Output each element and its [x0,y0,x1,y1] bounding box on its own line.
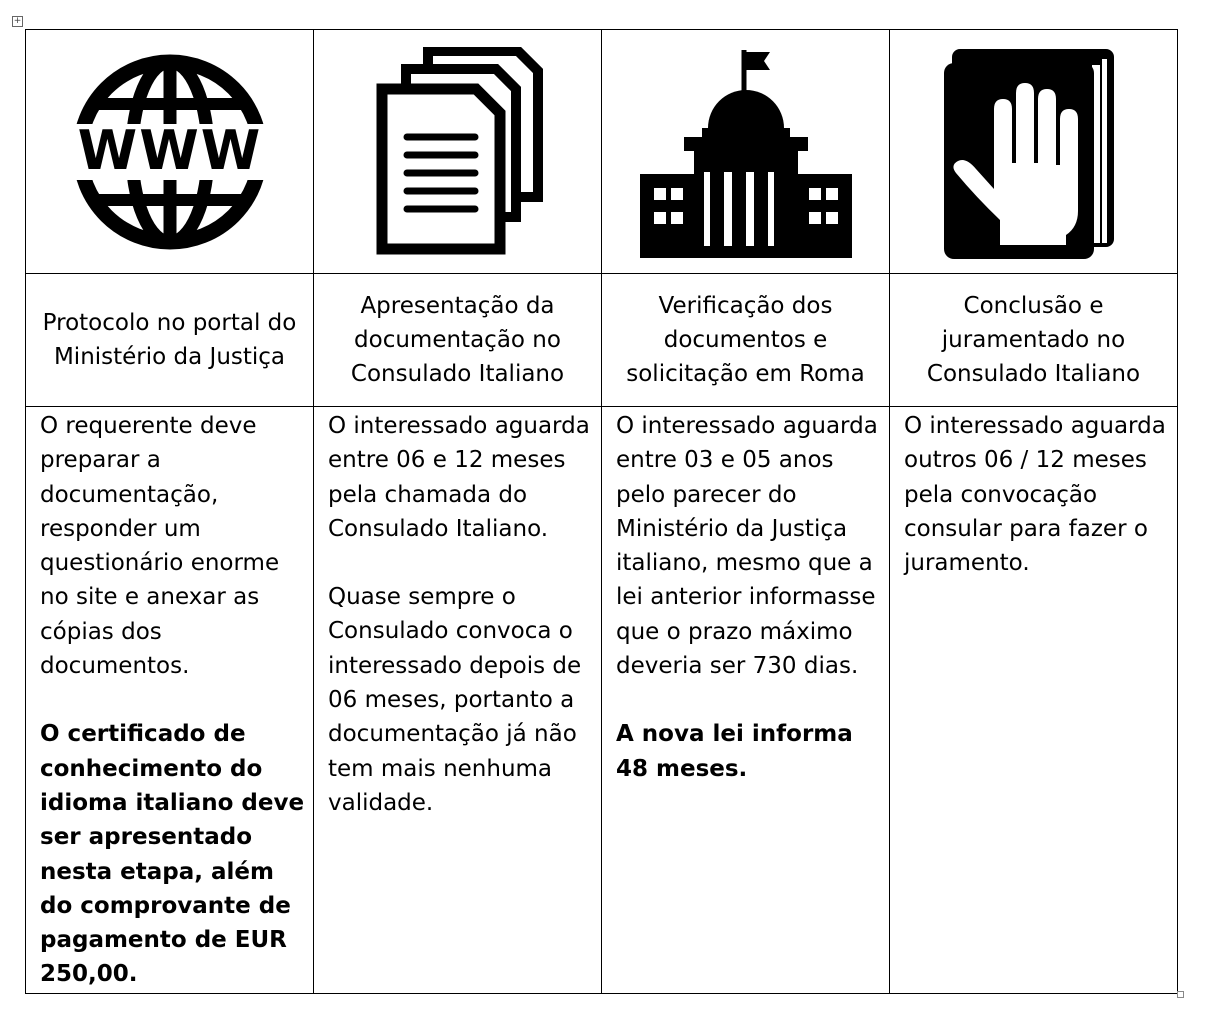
step-1-icon-cell [26,30,314,274]
step-4-text: O interessado aguarda outros 06 / 12 meses pela convocação consular para fazer o juramento. [904,413,1166,577]
step-1-title: Protocolo no portal do Ministério da Justiça [26,274,314,407]
government-building-icon [640,46,852,258]
icon-row [26,30,1178,274]
table-move-handle[interactable]: + [13,16,22,26]
step-3-description [602,407,890,994]
step-1-description [26,407,314,994]
step-2-description [314,407,602,994]
oath-hand-book-icon [942,45,1126,259]
svg-text:WWW: WWW [77,118,262,182]
step-3-bold-note: A nova lei informa 48 meses. [616,721,853,782]
process-steps-table [25,29,1178,994]
documents-icon [373,47,543,257]
step-2-title: Apresentação da documentação no Consulado Italiano [314,274,602,407]
step-2-text: O interessado aguarda entre 06 e 12 meses pela chamada do Consulado Italiano. [328,413,590,542]
table-resize-handle[interactable] [1177,991,1184,998]
title-row [26,274,1178,407]
step-2-icon-cell [314,30,602,274]
step-4-description [890,407,1178,994]
step-3-text: O interessado aguarda entre 03 e 05 anos pelo parecer do Ministério da Justiça italiano, mesmo que a lei anterior informasse que o prazo máximo deveria ser 730 dias. [616,413,878,680]
step-3-title: Verificação dos documentos e solicitação em Roma [602,274,890,407]
description-row [26,407,1178,994]
step-1-text: O requerente deve preparar a documentação, responder um questionário enorme no site e anexar as cópias dos documentos. [40,413,280,680]
step-2-text-2: Quase sempre o Consulado convoca o interessado depois de 06 meses, portanto a documentação já não tem mais nenhuma validade. [328,584,582,816]
step-1-bold-note: O certificado de conhecimento do idioma italiano deve ser apresentado nesta etapa, além do comprovante de pagamento de EUR 250,00. [40,721,305,988]
step-3-icon-cell [602,30,890,274]
step-4-title: Conclusão e juramentado no Consulado Italiano [890,274,1178,407]
www-globe-icon [70,52,270,252]
step-4-icon-cell [890,30,1178,274]
